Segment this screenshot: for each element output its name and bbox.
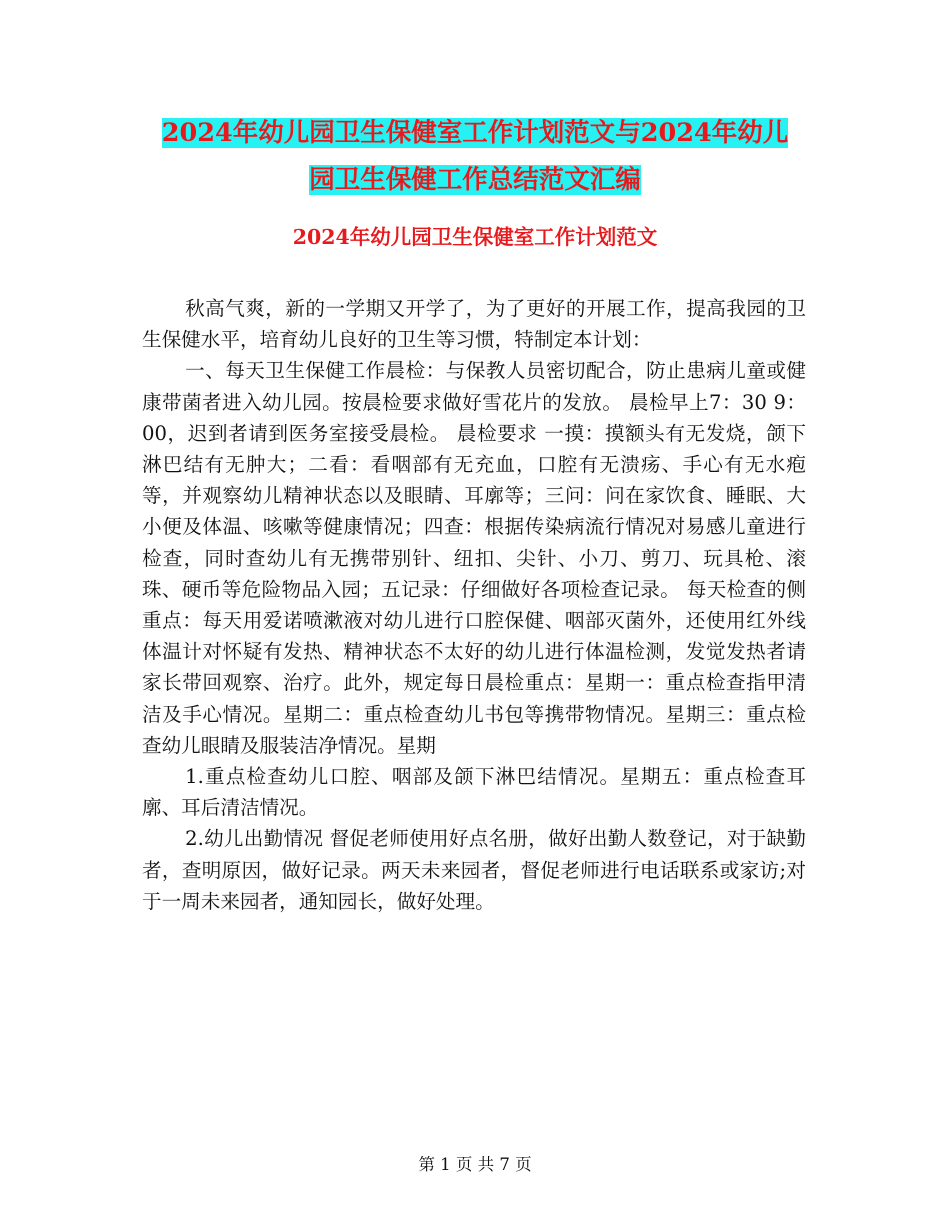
section-title: 2024年幼儿园卫生保健室工作计划范文 [292, 225, 658, 249]
document-title-line-1: 2024年幼儿园卫生保健室工作计划范文与2024年幼儿 [161, 118, 789, 148]
document-body [142, 293, 806, 917]
paragraph-intro: 秋高气爽，新的一学期又开学了，为了更好的开展工作，提高我园的卫生保健水平，培育幼儿良好的卫生等习惯，特制定本计划： [142, 297, 806, 352]
paragraph-item-2: 2.幼儿出勤情况 督促老师使用好点名册，做好出勤人数登记，对于缺勤者，查明原因，做好记录。两天未来园者，督促老师进行电话联系或家访;对于一周未来园者，通知园长，做好处理。 [142, 827, 806, 913]
document-title-line-2: 园卫生保健工作总结范文汇编 [309, 165, 641, 195]
page-footer: 第 1 页 共 7 页 [418, 1155, 532, 1174]
document-title [120, 110, 830, 204]
paragraph-morning-check: 一、每天卫生保健工作晨检：与保教人员密切配合，防止患病儿童或健康带菌者进入幼儿园。按晨检要求做好雪花片的发放。 晨检早上7：30 9：00，迟到者请到医务室接受晨检。 晨检要求 一摸：摸额头有无发烧，颌下淋巴结有无肿大；二看：看咽部有无充血，口腔有无溃疡、手心有无水疱等，并观察幼儿精神状态以及眼睛、耳廓等；三问：问在家饮食、睡眠、大小便及体温、咳嗽等健康情况；四查：根据传染病流行情况对易感儿童进行检查，同时查幼儿有无携带别针、纽扣、尖针、小刀、剪刀、玩具枪、滚珠、硬币等危险物品入园；五记录：仔细做好各项检查记录。 每天检查的侧重点：每天用爱诺喷漱液对幼儿进行口腔保健、咽部灭菌外，还使用红外线体温计对怀疑有发热、精神状态不太好的幼儿进行体温检测，发觉发热者请家长带回观察、治疗。此外，规定每日晨检重点：星期一：重点检查指甲清洁及手心情况。星期二：重点检查幼儿书包等携带物情况。星期三：重点检查幼儿眼睛及服装洁净情况。星期 [142, 359, 806, 757]
paragraph-item-1: 1.重点检查幼儿口腔、咽部及颌下淋巴结情况。星期五：重点检查耳廓、耳后清洁情况。 [142, 765, 806, 820]
